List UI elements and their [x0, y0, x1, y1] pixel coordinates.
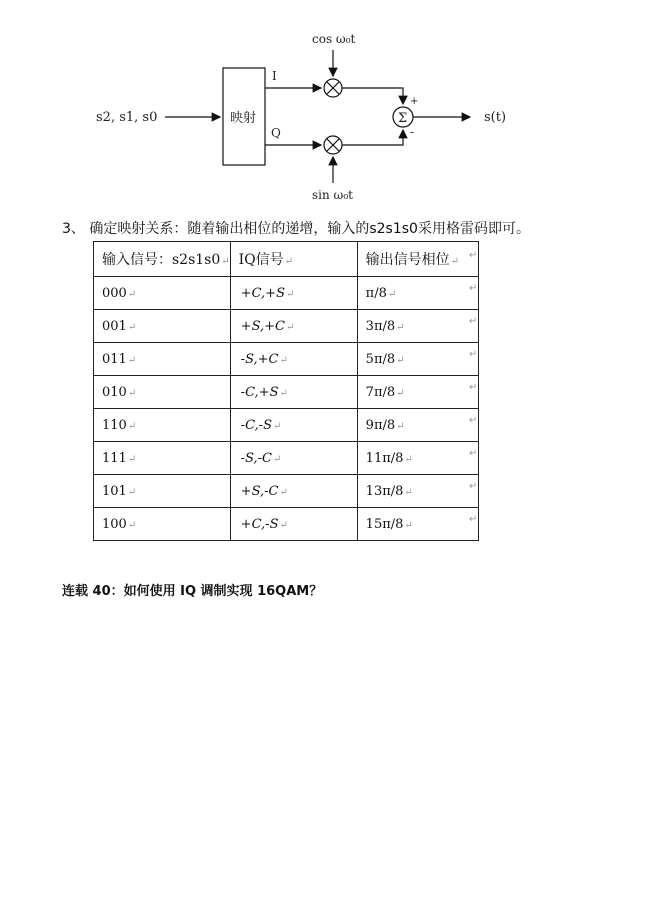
cell-input: 100↵	[94, 508, 231, 541]
cell-iq: +C,+S↵	[230, 277, 357, 310]
cell-input: 000↵	[94, 277, 231, 310]
q-to-sum-line	[342, 130, 403, 145]
table-row	[94, 376, 479, 409]
cell-phase: 13π/8↵	[357, 475, 478, 508]
cell-iq: -C,-S↵	[230, 409, 357, 442]
cell-input: 011↵	[94, 343, 231, 376]
table-row	[94, 277, 479, 310]
header-iq: IQ信号↵	[230, 242, 357, 277]
header-phase: 输出信号相位↵	[357, 242, 478, 277]
cell-phase: 11π/8↵	[357, 442, 478, 475]
cell-phase: π/8↵	[357, 277, 478, 310]
cell-iq: +C,-S↵	[230, 508, 357, 541]
i-branch-label: I	[272, 69, 277, 83]
cell-input: 001↵	[94, 310, 231, 343]
gray-code-mapping-table	[93, 241, 479, 541]
iq-modulator-diagram	[0, 0, 660, 215]
table-header-row	[94, 242, 479, 277]
q-branch-label: Q	[271, 126, 281, 140]
paragraph-mark: ↵	[469, 481, 478, 492]
paragraph-mark: ↵	[469, 382, 478, 393]
cell-iq: +S,+C↵	[230, 310, 357, 343]
paragraph-mark: ↵	[469, 514, 478, 525]
minus-sign: -	[410, 125, 415, 139]
i-to-sum-line	[342, 88, 403, 104]
table-row	[94, 343, 479, 376]
cell-iq: -S,-C↵	[230, 442, 357, 475]
table-row	[94, 508, 479, 541]
cell-phase: 5π/8↵	[357, 343, 478, 376]
carrier-sin-label: sin ω₀t	[312, 188, 353, 202]
cell-phase: 7π/8↵	[357, 376, 478, 409]
mapper-label: 映射	[230, 111, 257, 126]
footer-title: 连载 40：如何使用 IQ 调制实现 16QAM？	[62, 584, 323, 599]
cell-iq: -S,+C↵	[230, 343, 357, 376]
sum-symbol: Σ	[398, 111, 408, 126]
cell-iq: -C,+S↵	[230, 376, 357, 409]
cell-input: 101↵	[94, 475, 231, 508]
plus-sign: +	[410, 96, 419, 107]
table-row	[94, 409, 479, 442]
paragraph-mark: ↵	[469, 448, 478, 459]
cell-input: 010↵	[94, 376, 231, 409]
paragraph-mark: ↵	[469, 283, 478, 294]
cell-iq: +S,-C↵	[230, 475, 357, 508]
cell-phase: 3π/8↵	[357, 310, 478, 343]
cell-input: 110↵	[94, 409, 231, 442]
cell-phase: 15π/8↵	[357, 508, 478, 541]
paragraph-mark: ↵	[469, 316, 478, 327]
carrier-cos-label: cos ω₀t	[312, 32, 356, 46]
section-heading: 3、 确定映射关系：随着输出相位的递增，输入的s2s1s0采用格雷码即可。	[62, 221, 530, 237]
header-input: 输入信号：s2s1s0↵	[94, 242, 231, 277]
cell-phase: 9π/8↵	[357, 409, 478, 442]
table-row	[94, 475, 479, 508]
input-label: s2, s1, s0	[96, 110, 158, 125]
cell-input: 111↵	[94, 442, 231, 475]
table-row	[94, 310, 479, 343]
output-label: s(t)	[484, 110, 507, 125]
paragraph-mark: ↵	[469, 250, 478, 261]
paragraph-mark: ↵	[469, 349, 478, 360]
paragraph-mark: ↵	[469, 415, 478, 426]
table-row	[94, 442, 479, 475]
